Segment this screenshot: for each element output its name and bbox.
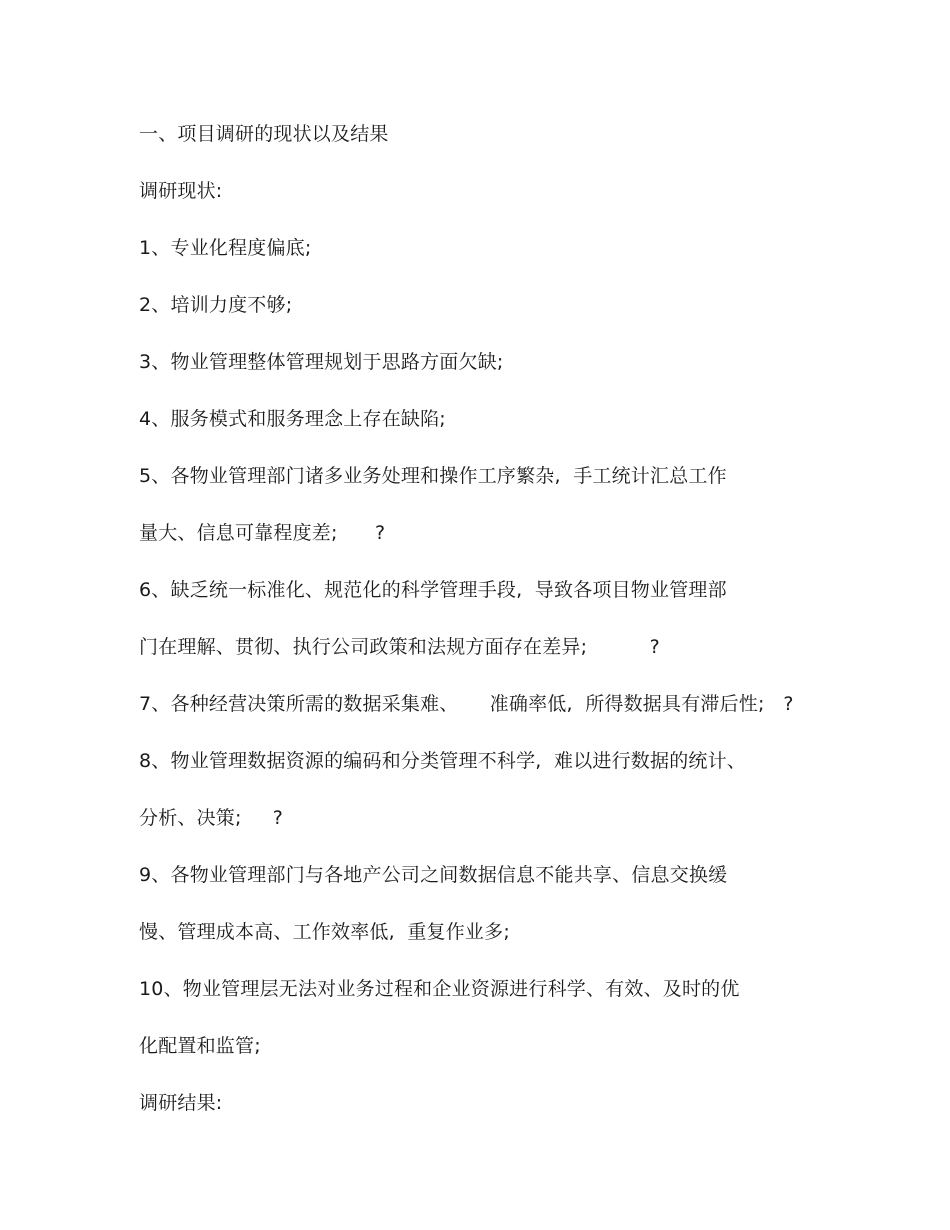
list-item: 3、物业管理整体管理规划于思路方面欠缺; [139,351,504,373]
list-item: 2、培训力度不够; [139,294,293,316]
list-item: 门在理解、贯彻、执行公司政策和法规方面存在差异; ? [139,636,660,658]
list-item: 化配置和监管; [139,1035,261,1057]
list-item: 1、专业化程度偏底; [139,237,312,259]
list-item: 6、缺乏统一标准化、规范化的科学管理手段, 导致各项目物业管理部 [139,579,727,601]
list-item: 慢、管理成本高、工作效率低, 重复作业多; [139,921,510,943]
list-item: 4、服务模式和服务理念上存在缺陷; [139,408,446,430]
section-heading: 一、项目调研的现状以及结果 [139,123,389,145]
result-label: 调研结果: [139,1092,223,1114]
list-item: 8、物业管理数据资源的编码和分类管理不科学, 难以进行数据的统计、 [139,750,747,772]
list-item: 5、各物业管理部门诸多业务处理和操作工序繁杂, 手工统计汇总工作 [139,465,727,487]
status-label: 调研现状: [139,180,223,202]
list-item: 分析、决策; ? [139,807,284,829]
list-item: 9、各物业管理部门与各地产公司之间数据信息不能共享、信息交换缓 [139,864,728,886]
list-item: 量大、信息可靠程度差; ? [139,522,386,544]
list-item: 7、各种经营决策所需的数据采集难、 准确率低, 所得数据具有滞后性; ? [139,693,794,715]
list-item: 10、物业管理层无法对业务过程和企业资源进行科学、有效、及时的优 [139,978,740,1000]
